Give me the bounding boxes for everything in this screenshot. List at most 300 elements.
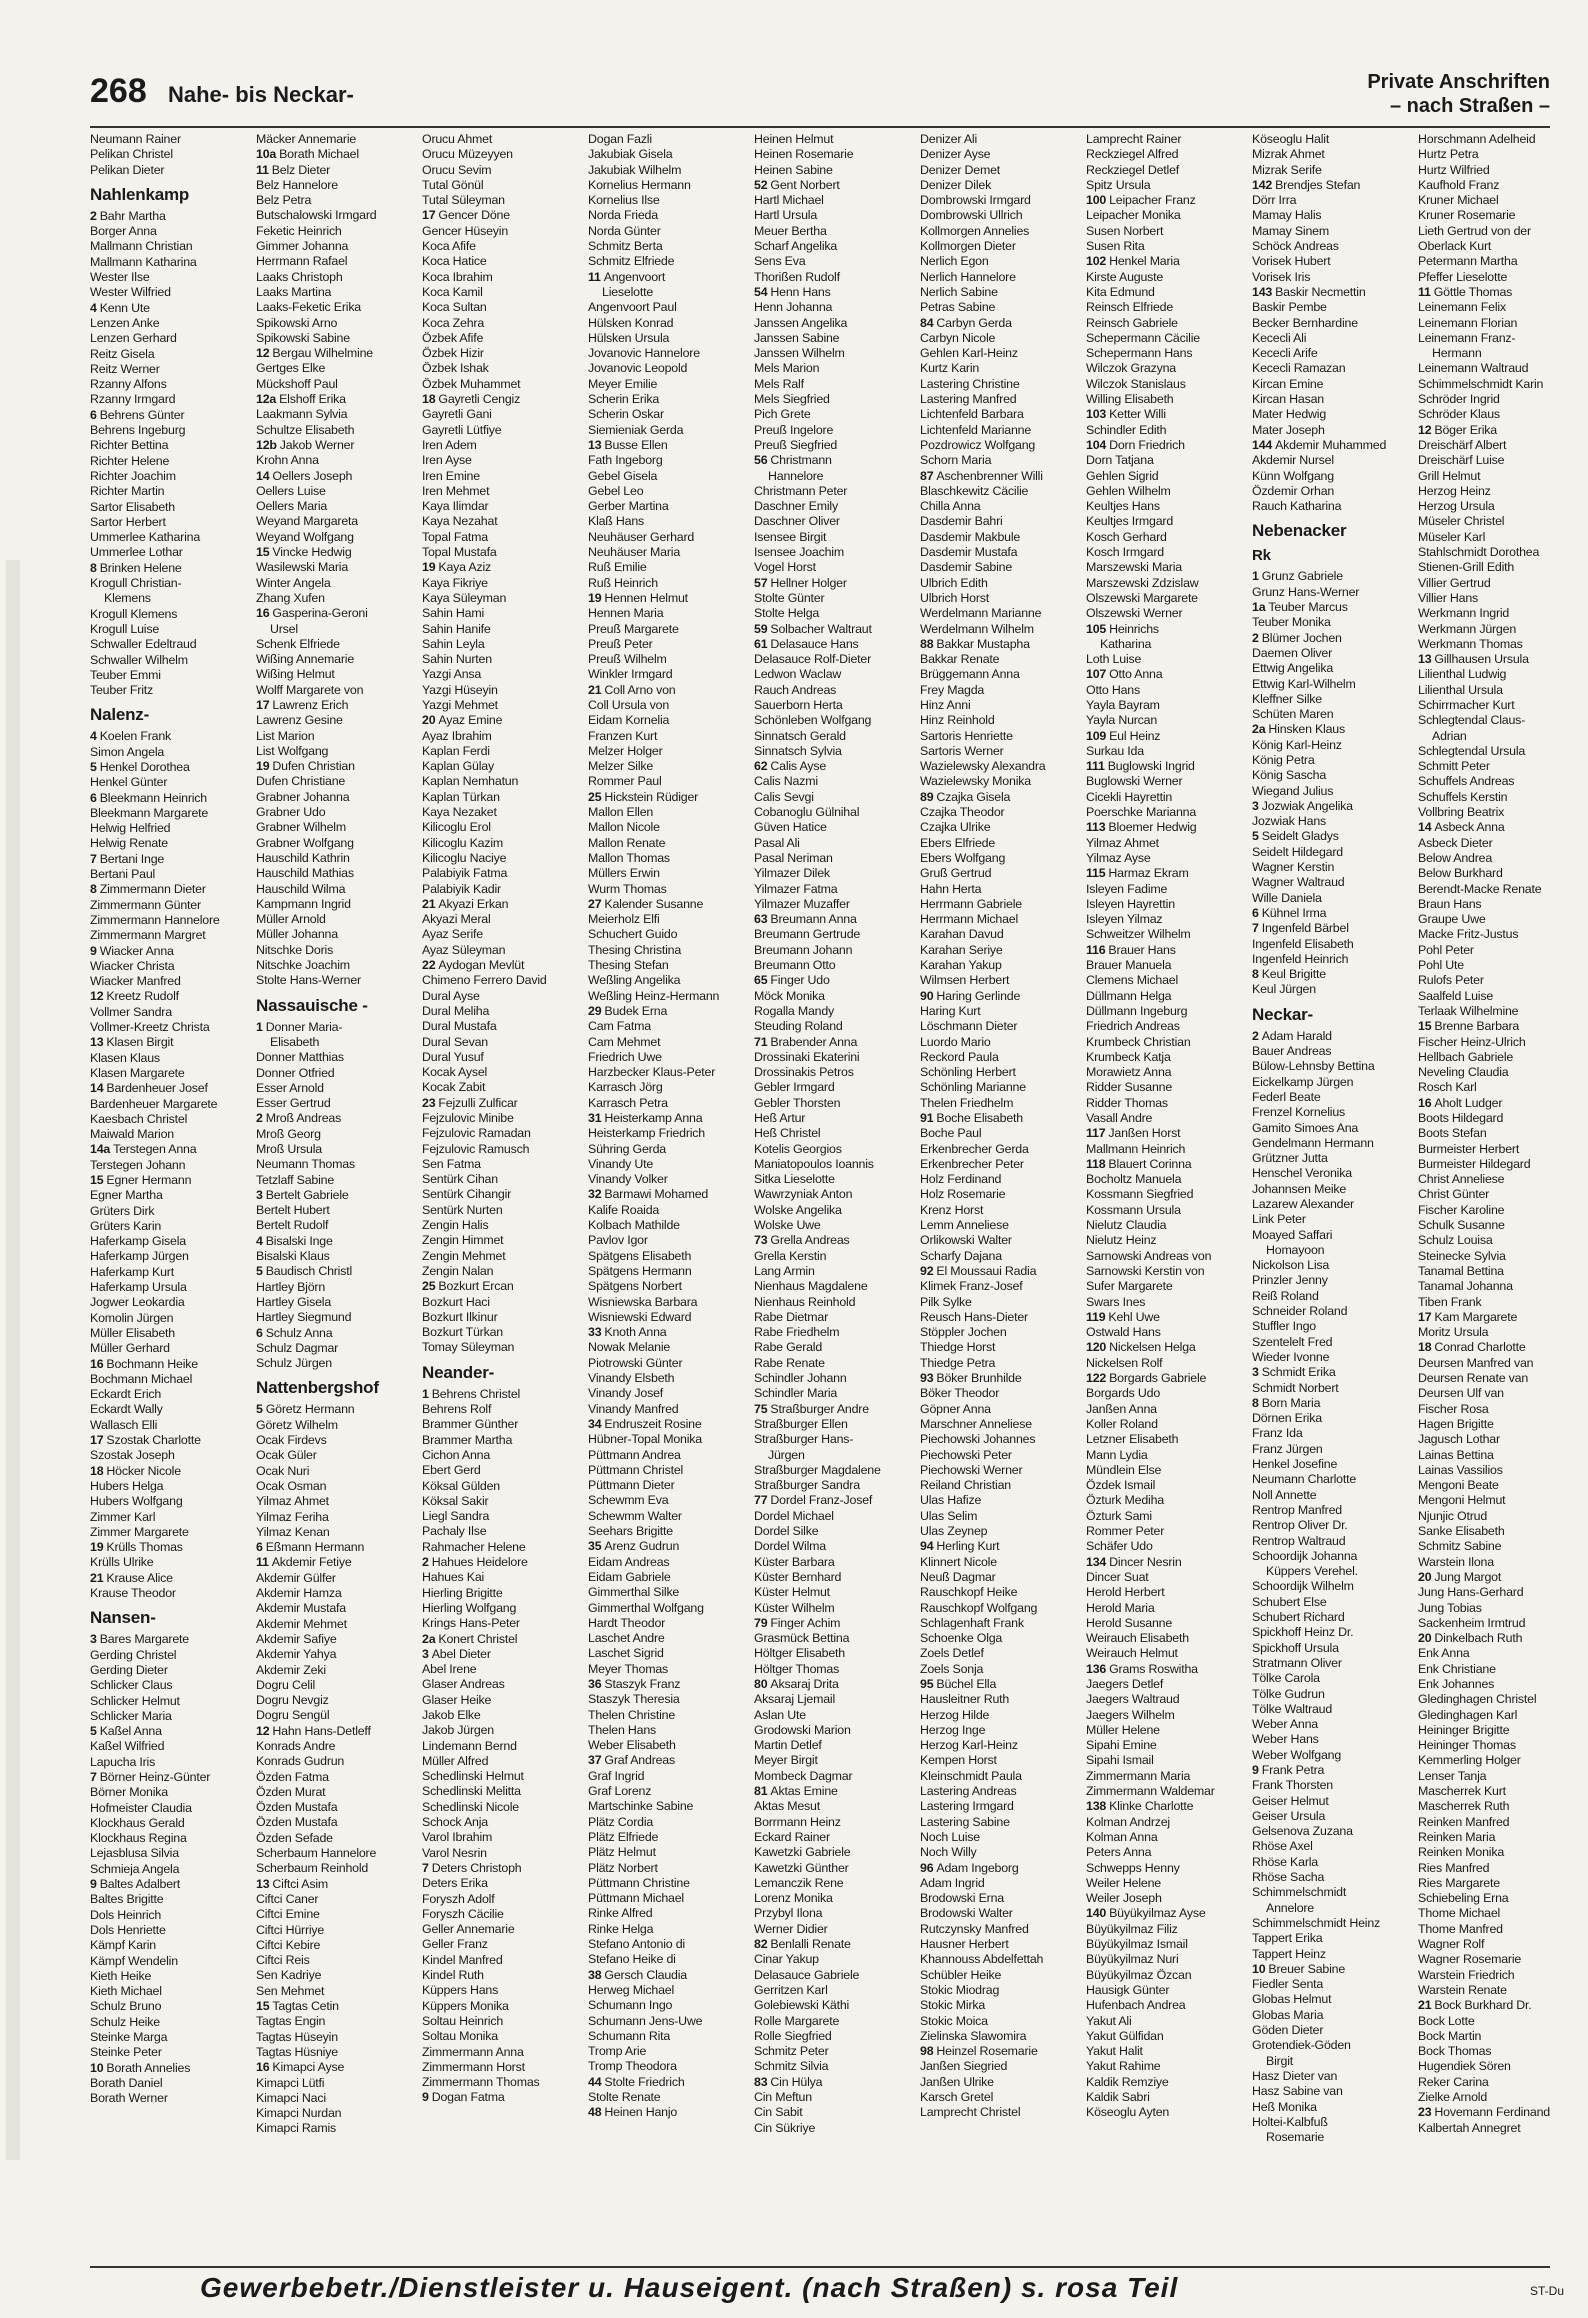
resident-name: Ciftci Caner (256, 1891, 319, 1906)
house-number: 21 (90, 1570, 104, 1585)
resident-entry (920, 637, 1086, 652)
resident-entry (754, 1769, 920, 1784)
resident-entry (1252, 1273, 1418, 1288)
resident-entry (1086, 224, 1252, 239)
resident-name: Lorenz Monika (754, 1891, 833, 1906)
resident-entry (1252, 316, 1418, 331)
resident-name: Kemmerling Holger (1418, 1753, 1521, 1768)
resident-name: Stolte Helga (754, 606, 820, 621)
house-number: 93 (920, 1371, 934, 1386)
resident-name: Graf Ingrid (588, 1768, 645, 1783)
resident-entry (422, 622, 588, 637)
resident-entry (588, 545, 754, 560)
resident-entry (588, 1356, 754, 1371)
resident-entry (588, 285, 754, 300)
resident-name: Herzog Hilde (920, 1707, 990, 1722)
resident-name: Straßburger Magdalene (754, 1462, 881, 1477)
resident-name: Börner Heinz-Günter (99, 1769, 211, 1784)
resident-entry (422, 866, 588, 881)
resident-name: Breuer Sabine (1268, 1961, 1346, 1976)
resident-name: Eckard Rainer (754, 1829, 830, 1844)
resident-entry (1252, 1029, 1418, 1044)
resident-name: Pavlov Igor (588, 1233, 648, 1248)
resident-entry (920, 1601, 1086, 1616)
resident-name: Geller Annemarie (422, 1922, 515, 1937)
resident-entry (754, 1601, 920, 1616)
resident-name: Dörr Irra (1252, 193, 1297, 208)
resident-entry (90, 1632, 256, 1647)
resident-name: Reckziegel Alfred (1086, 147, 1179, 162)
resident-entry (588, 1937, 754, 1952)
resident-entry (422, 1050, 588, 1065)
resident-entry (1086, 1906, 1252, 1921)
resident-entry (920, 285, 1086, 300)
resident-name: Below Burkhard (1418, 866, 1503, 881)
house-number: 2 (422, 1555, 429, 1570)
resident-entry (90, 2061, 256, 2076)
resident-name: Yakut Rahime (1086, 2059, 1161, 2074)
resident-name: Deursen Manfred van (1418, 1355, 1534, 1370)
resident-name: Herold Herbert (1086, 1585, 1165, 1600)
resident-name: Ciftci Reis (256, 1953, 310, 1968)
resident-name: Ries Margarete (1418, 1875, 1500, 1890)
resident-entry (1086, 1157, 1252, 1172)
resident-name: Adrian (1432, 728, 1467, 743)
resident-entry (1418, 407, 1578, 422)
resident-entry (754, 851, 920, 866)
resident-name: Mizrak Ahmet (1252, 147, 1325, 162)
resident-name: Vinandy Josef (588, 1386, 664, 1401)
resident-name: Rhöse Karla (1252, 1854, 1318, 1869)
resident-entry (588, 744, 754, 759)
resident-entry (754, 1677, 920, 1692)
resident-name: Özden Fatma (256, 1769, 329, 1784)
resident-name: Koca Afife (422, 239, 476, 254)
resident-entry (1252, 392, 1418, 407)
resident-entry (1086, 1998, 1252, 2013)
resident-name: Plätz Cordia (588, 1814, 654, 1829)
resident-name: Eidam Kornelia (588, 713, 670, 728)
resident-name: Höcker Nicole (106, 1463, 181, 1478)
resident-entry (1086, 1830, 1252, 1845)
resident-name: Schedlinski Melitta (422, 1784, 521, 1799)
resident-entry (90, 1770, 256, 1785)
resident-name: Müller Arnold (256, 912, 326, 927)
resident-entry (256, 1800, 422, 1815)
resident-name: Werkmann Ingrid (1418, 606, 1510, 621)
resident-entry (1418, 2029, 1578, 2044)
resident-name: Becker Bernhardine (1252, 315, 1358, 330)
resident-entry (754, 1386, 920, 1401)
resident-entry (90, 454, 256, 469)
house-number: 89 (920, 789, 934, 804)
resident-name: Hierling Brigitte (422, 1585, 503, 1600)
resident-name: Aholt Ludger (1434, 1095, 1503, 1110)
resident-entry (422, 1387, 588, 1402)
resident-name: Kaplan Ferdi (422, 743, 490, 758)
resident-entry (256, 346, 422, 361)
resident-entry (90, 1097, 256, 1112)
resident-entry (256, 407, 422, 422)
house-number: 20 (1418, 1631, 1432, 1646)
resident-entry (422, 1907, 588, 1922)
resident-name: Ummerlee Katharina (90, 530, 201, 545)
resident-entry (1418, 943, 1578, 958)
directory-column (1252, 132, 1418, 2262)
resident-entry (90, 1402, 256, 1417)
resident-name: Zimmermann Anna (422, 2044, 524, 2059)
resident-name: Laaks Martina (256, 284, 332, 299)
resident-name: Grützner Jutta (1252, 1151, 1328, 1166)
resident-entry (422, 1830, 588, 1845)
resident-entry (588, 1019, 754, 1034)
resident-name: Janssen Angelika (754, 315, 848, 330)
resident-name: Dufen Christian (272, 759, 355, 774)
resident-name: Wiacker Christa (90, 958, 175, 973)
resident-name: Preuß Siegfried (754, 437, 838, 452)
resident-entry (256, 805, 422, 820)
resident-entry (920, 591, 1086, 606)
resident-name: Bozkurt Ilkinur (422, 1309, 498, 1324)
resident-entry (588, 606, 754, 621)
resident-name: Sipahi Ismail (1086, 1753, 1154, 1768)
resident-entry (1252, 1136, 1418, 1151)
resident-entry (754, 1692, 920, 1707)
resident-name: Stolte Hans-Werner (256, 973, 361, 988)
resident-name: Donner Matthias (256, 1050, 344, 1065)
resident-name: Brinken Helene (99, 560, 182, 575)
resident-name: Rinke Helga (588, 1921, 654, 1936)
resident-name: Petras Sabine (920, 300, 996, 315)
resident-entry (422, 1402, 588, 1417)
resident-entry (1418, 1111, 1578, 1126)
resident-entry (920, 1035, 1086, 1050)
resident-entry (256, 1264, 422, 1279)
resident-name: Grunz Hans-Werner (1252, 584, 1360, 599)
resident-name: Schmitt Peter (1418, 759, 1490, 774)
resident-name: Schneider Roland (1252, 1304, 1348, 1319)
resident-name: Pelikan Christel (90, 147, 173, 162)
resident-name: Akdemir Nursel (1252, 453, 1334, 468)
resident-name: Szentelelt Fred (1252, 1334, 1333, 1349)
resident-name: Kimapci Nurdan (256, 2106, 342, 2121)
resident-entry (754, 1861, 920, 1876)
resident-entry (754, 1509, 920, 1524)
house-number: 98 (920, 2044, 934, 2059)
resident-name: Blauert Corinna (1108, 1156, 1192, 1171)
resident-entry (588, 1570, 754, 1585)
resident-entry (1418, 637, 1578, 652)
resident-name: Sentürk Nurten (422, 1202, 503, 1217)
resident-name: Yakut Ali (1086, 2013, 1132, 2028)
resident-name: Klockhaus Gerald (90, 1815, 185, 1830)
resident-name: Schulz Anna (265, 1325, 333, 1340)
resident-name: Ulbrich Edith (920, 575, 988, 590)
resident-name: Krumbeck Christian (1086, 1034, 1191, 1049)
resident-name: Küster Helmut (754, 1585, 830, 1600)
resident-entry (422, 1494, 588, 1509)
resident-name: Düllmann Ingeburg (1086, 1003, 1188, 1018)
resident-entry (256, 331, 422, 346)
resident-name: Tappert Heinz (1252, 1946, 1326, 1961)
resident-entry (1252, 677, 1418, 692)
resident-name: Bozkurt Türkan (422, 1325, 503, 1340)
resident-entry (90, 2091, 256, 2106)
resident-entry (90, 1510, 256, 1525)
resident-name: Büchel Ella (936, 1676, 997, 1691)
resident-entry (1418, 851, 1578, 866)
resident-entry (90, 1005, 256, 1020)
resident-name: Burmeister Hildegard (1418, 1156, 1531, 1171)
resident-entry (1086, 652, 1252, 667)
resident-entry (920, 927, 1086, 942)
resident-name: Kornelius Ilse (588, 193, 660, 208)
resident-entry (754, 1310, 920, 1325)
resident-entry (754, 667, 920, 682)
resident-entry (920, 132, 1086, 147)
resident-name: Kawetzki Gabriele (754, 1845, 851, 1860)
resident-entry (256, 1295, 422, 1310)
resident-name: Oberlack Kurt (1418, 239, 1492, 254)
resident-entry (422, 1463, 588, 1478)
resident-entry (90, 1418, 256, 1433)
resident-entry (422, 1310, 588, 1325)
house-number: 142 (1252, 177, 1273, 192)
resident-entry (588, 1295, 754, 1310)
resident-name: Keultjes Hans (1086, 499, 1160, 514)
resident-name: Dasdemir Mustafa (920, 545, 1018, 560)
resident-name: Donner Otfried (256, 1065, 335, 1080)
resident-name: Dorn Tatjana (1086, 453, 1154, 468)
resident-entry (1252, 1625, 1418, 1640)
resident-name: Hubers Wolfgang (90, 1494, 183, 1509)
resident-entry (90, 1112, 256, 1127)
resident-entry (422, 484, 588, 499)
resident-entry (90, 1372, 256, 1387)
resident-name: Tappert Erika (1252, 1931, 1323, 1946)
resident-entry (90, 1678, 256, 1693)
resident-entry (1418, 1004, 1578, 1019)
resident-entry (90, 637, 256, 652)
resident-entry (754, 866, 920, 881)
house-number: 9 (90, 943, 97, 958)
resident-entry (754, 1142, 920, 1157)
resident-entry (1086, 1723, 1252, 1738)
resident-entry (1418, 1692, 1578, 1707)
resident-entry (1252, 208, 1418, 223)
resident-entry (422, 560, 588, 575)
resident-name: Gebler Thorsten (754, 1095, 841, 1110)
resident-name: Holz Ferdinand (920, 1172, 1002, 1187)
resident-entry (754, 438, 920, 453)
resident-entry (422, 1249, 588, 1264)
resident-entry (1418, 270, 1578, 285)
resident-name: Pelikan Dieter (90, 162, 165, 177)
resident-entry (422, 530, 588, 545)
resident-name: Geiser Ursula (1252, 1808, 1326, 1823)
resident-entry (754, 1463, 920, 1478)
resident-name: Below Andrea (1418, 850, 1493, 865)
resident-entry (1252, 1717, 1418, 1732)
resident-entry (920, 1126, 1086, 1141)
resident-name: Breumann Gertrude (754, 927, 861, 942)
resident-name: Gehlen Sigrid (1086, 468, 1159, 483)
resident-entry (256, 1754, 422, 1769)
resident-entry (1418, 576, 1578, 591)
resident-entry (920, 224, 1086, 239)
resident-name: Tiben Frank (1418, 1294, 1482, 1309)
resident-name: Sauerborn Herta (754, 697, 843, 712)
resident-entry (920, 2105, 1086, 2120)
resident-name: Kreetz Rudolf (106, 989, 179, 1004)
resident-entry (920, 1524, 1086, 1539)
resident-entry (256, 1464, 422, 1479)
resident-name: Gelsenova Zuzana (1252, 1824, 1353, 1839)
resident-name: Dincer Suat (1086, 1569, 1149, 1584)
resident-name: Bakkar Renate (920, 652, 1000, 667)
street-heading: Nalenz- (90, 705, 150, 725)
resident-entry (920, 2090, 1086, 2105)
resident-name: Spikowski Arno (256, 315, 338, 330)
resident-name: Seidelt Hildegard (1252, 844, 1343, 859)
resident-entry (754, 1876, 920, 1891)
resident-name: Schindler Maria (754, 1386, 838, 1401)
resident-name: Gehlen Wilhelm (1086, 483, 1171, 498)
resident-entry (422, 499, 588, 514)
section-title-line2: – nach Straßen – (1389, 95, 1550, 117)
resident-name: Czajka Gisela (936, 789, 1011, 804)
resident-name: Konert Christel (438, 1631, 518, 1646)
resident-entry (588, 407, 754, 422)
resident-entry (920, 973, 1086, 988)
resident-entry (588, 147, 754, 162)
resident-name: Kehl Uwe (1108, 1309, 1160, 1324)
resident-name: Eckardt Wally (90, 1402, 163, 1417)
resident-name: Hauschild Mathias (256, 866, 354, 881)
section-title-line1: Private Anschriften (1367, 71, 1550, 93)
resident-entry (1418, 377, 1578, 392)
resident-name: Heinzel Rosemarie (936, 2044, 1038, 2059)
resident-entry (1252, 600, 1418, 615)
resident-name: Dreischärf Albert (1418, 437, 1507, 452)
resident-name: Akdemir Gülfer (256, 1570, 336, 1585)
resident-entry (920, 1004, 1086, 1019)
resident-entry (920, 1662, 1086, 1677)
resident-name: Zielke Arnold (1418, 2090, 1488, 2104)
resident-name: Janßen Horst (1108, 1126, 1181, 1141)
resident-entry (1086, 178, 1252, 193)
resident-name: Egner Hermann (106, 1173, 192, 1187)
resident-entry (90, 1709, 256, 1724)
resident-name: Dasdemir Sabine (920, 560, 1013, 575)
resident-entry (422, 1019, 588, 1034)
resident-entry (920, 423, 1086, 438)
resident-name: Dombrowski Ullrich (920, 208, 1023, 223)
resident-name: Bakkar Mustapha (936, 636, 1030, 651)
resident-entry (588, 1310, 754, 1325)
resident-name: Özbek Hizir (422, 346, 484, 361)
street-heading: Neander- (422, 1362, 495, 1382)
resident-entry (920, 484, 1086, 499)
resident-name: Jung Hans-Gerhard (1418, 1585, 1524, 1600)
resident-name: Abel Irene (422, 1662, 477, 1677)
resident-entry (920, 851, 1086, 866)
resident-name: Sartor Herbert (90, 514, 166, 529)
resident-entry (1086, 1799, 1252, 1814)
resident-name: Eidam Gabriele (588, 1569, 671, 1584)
resident-name: Holtei-Kalbfuß (1252, 2114, 1328, 2129)
resident-entry (754, 1218, 920, 1233)
resident-entry (588, 163, 754, 178)
resident-name: Tutal Gönül (422, 177, 484, 192)
resident-name: Zoels Sonja (920, 1661, 984, 1676)
resident-entry (588, 851, 754, 866)
resident-name: Schoordijk Johanna (1252, 1548, 1358, 1563)
resident-entry (754, 1968, 920, 1983)
resident-entry (1252, 1931, 1418, 1946)
resident-entry (920, 2075, 1086, 2090)
resident-name: Karahan Davud (920, 927, 1004, 942)
resident-entry (588, 1891, 754, 1906)
resident-entry (920, 239, 1086, 254)
resident-entry (256, 1310, 422, 1325)
resident-entry (754, 1371, 920, 1386)
resident-name: Bisalski Inge (265, 1233, 333, 1248)
resident-name: Mascherrek Ruth (1418, 1799, 1510, 1814)
resident-name: Lieselotte (602, 284, 654, 299)
resident-name: Vinandy Elsbeth (588, 1371, 675, 1386)
resident-entry (422, 744, 588, 759)
resident-entry (1252, 1228, 1418, 1243)
resident-name: Zimmer Margarete (90, 1524, 189, 1539)
resident-entry (920, 744, 1086, 759)
house-number: 38 (588, 1967, 602, 1982)
resident-name: Norda Frieda (588, 208, 658, 223)
resident-entry (422, 1065, 588, 1080)
house-number: 27 (588, 896, 602, 911)
resident-name: Straßburger Sandra (754, 1478, 860, 1493)
resident-name: Küppers Verehel. (1266, 1564, 1358, 1579)
resident-entry (1086, 1784, 1252, 1799)
resident-name: Borath Daniel (90, 2075, 163, 2090)
resident-name: Loth Luise (1086, 652, 1142, 667)
resident-entry (588, 1692, 754, 1707)
resident-entry (422, 1218, 588, 1233)
resident-entry (90, 1954, 256, 1969)
resident-name: Jovanovic Hannelore (588, 346, 700, 361)
resident-name: Yayla Nurcan (1086, 713, 1158, 728)
resident-name: Tagtas Cetin (272, 1999, 339, 2014)
resident-name: Sitka Lieselotte (754, 1172, 835, 1187)
resident-name: Wallasch Elli (90, 1417, 158, 1432)
resident-name: Kaldik Sabri (1086, 2090, 1150, 2104)
resident-entry (1252, 1794, 1418, 1809)
resident-entry (754, 1402, 920, 1417)
resident-entry (920, 1340, 1086, 1355)
resident-entry (920, 361, 1086, 376)
resident-name: Daemen Oliver (1252, 645, 1333, 660)
resident-name: Tomay Süleyman (422, 1340, 515, 1355)
resident-name: Vorisek Iris (1252, 269, 1311, 284)
resident-name: Bisalski Klaus (256, 1249, 330, 1264)
resident-name: Hofmeister Claudia (90, 1800, 192, 1815)
resident-entry (1252, 952, 1418, 967)
resident-entry (90, 1081, 256, 1096)
resident-name: Herrmann Michael (920, 912, 1019, 927)
resident-name: Chilla Anna (920, 499, 981, 514)
resident-entry (256, 270, 422, 285)
resident-name: Hülsken Konrad (588, 315, 674, 330)
